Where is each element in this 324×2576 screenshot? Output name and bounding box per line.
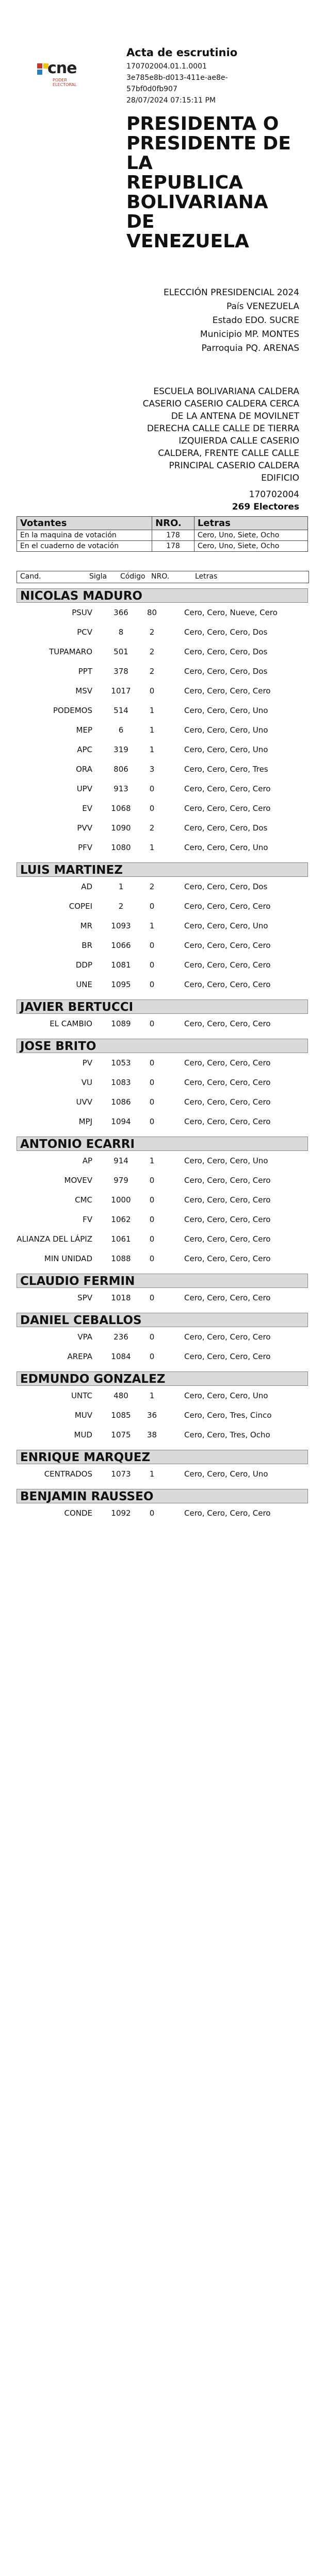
party-row xyxy=(17,1112,308,1131)
party-sigla: MUV xyxy=(74,1411,92,1420)
party-code: 979 xyxy=(114,1176,128,1185)
party-votes-letters: Cero, Cero, Cero, Cero xyxy=(184,1352,271,1361)
party-votes: 0 xyxy=(149,980,155,989)
party-votes-letters: Cero, Cero, Cero, Cero xyxy=(184,1117,271,1126)
party-votes-letters: Cero, Cero, Cero, Cero xyxy=(184,960,271,970)
party-sigla: AP xyxy=(82,1156,92,1165)
party-row xyxy=(17,681,308,701)
party-row xyxy=(17,1425,308,1445)
cne-logo xyxy=(32,59,78,85)
party-row xyxy=(17,1347,308,1366)
party-code: 366 xyxy=(114,608,128,617)
party-row xyxy=(17,701,308,720)
party-votes: 0 xyxy=(149,1234,155,1244)
party-row xyxy=(17,603,308,622)
party-votes-letters: Cero, Cero, Cero, Uno xyxy=(184,725,268,735)
election-municipio: Municipio MP. MONTES xyxy=(200,329,299,340)
party-sigla: APC xyxy=(77,745,92,754)
party-votes: 0 xyxy=(149,960,155,970)
table-row: En la maquina de votación 178 Cero, Uno, Siete, Ocho xyxy=(17,530,308,541)
party-row xyxy=(17,799,308,818)
election-estado: Estado EDO. SUCRE xyxy=(212,315,299,326)
party-sigla: MR xyxy=(80,921,92,930)
party-votes: 1 xyxy=(149,921,155,930)
party-votes: 1 xyxy=(149,1156,155,1165)
cne-logo-text: cne xyxy=(47,59,77,77)
election-name: ELECCIÓN PRESIDENCIAL 2024 xyxy=(163,287,299,298)
party-votes: 2 xyxy=(149,823,155,833)
party-sigla: UNE xyxy=(76,980,92,989)
party-sigla: MOVEV xyxy=(64,1176,92,1185)
party-votes: 1 xyxy=(149,745,155,754)
party-row xyxy=(17,1210,308,1229)
party-code: 806 xyxy=(114,765,128,774)
party-votes: 0 xyxy=(149,1078,155,1087)
party-row xyxy=(17,642,308,662)
party-code: 1080 xyxy=(111,843,131,852)
candidate-block xyxy=(17,862,308,994)
party-votes: 1 xyxy=(149,1469,155,1479)
party-code: 1000 xyxy=(111,1195,131,1205)
party-votes: 80 xyxy=(147,608,157,617)
party-code: 1092 xyxy=(111,1509,131,1518)
electores-count: 269 Electores xyxy=(232,502,299,512)
party-sigla: CENTRADOS xyxy=(44,1469,92,1479)
party-sigla: MPJ xyxy=(78,1117,92,1126)
party-code: 1081 xyxy=(111,960,131,970)
party-votes: 0 xyxy=(149,1058,155,1067)
party-row xyxy=(17,877,308,896)
party-sigla: FV xyxy=(83,1215,92,1224)
party-row xyxy=(17,622,308,642)
election-info xyxy=(31,286,299,355)
party-votes-letters: Cero, Cero, Cero, Uno xyxy=(184,1469,268,1479)
party-row xyxy=(17,1014,308,1033)
party-votes-letters: Cero, Cero, Cero, Cero xyxy=(184,1234,271,1244)
acta-code: 170702004.01.1.0001 xyxy=(126,62,207,71)
party-code: 1062 xyxy=(111,1215,131,1224)
party-code: 1018 xyxy=(111,1293,131,1302)
party-code: 1086 xyxy=(111,1097,131,1107)
party-row xyxy=(17,975,308,994)
party-code: 1089 xyxy=(111,1019,131,1028)
party-code: 501 xyxy=(114,647,128,656)
acta-hash-line-2: 57bf0d0fb907 xyxy=(126,85,177,93)
candidate-block xyxy=(17,1039,308,1131)
party-row xyxy=(17,838,308,857)
party-code: 1053 xyxy=(111,1058,131,1067)
candidate-block xyxy=(17,1489,308,1523)
party-code: 1085 xyxy=(111,1411,131,1420)
party-sigla: ORA xyxy=(76,765,92,774)
party-code: 1066 xyxy=(111,941,131,950)
party-sigla: PODEMOS xyxy=(53,706,92,715)
party-votes: 0 xyxy=(149,784,155,793)
party-code: 2 xyxy=(118,902,124,911)
party-sigla: CMC xyxy=(75,1195,92,1205)
party-votes-letters: Cero, Cero, Nueve, Cero xyxy=(184,608,278,617)
candidate-name: ENRIQUE MARQUEZ xyxy=(17,1450,308,1464)
party-votes: 0 xyxy=(149,1097,155,1107)
election-pais: País VENEZUELA xyxy=(226,301,299,312)
party-sigla: PPT xyxy=(78,667,92,676)
cne-logo-subtitle: PODER ELECTORAL xyxy=(53,78,77,87)
party-row xyxy=(17,1229,308,1249)
party-votes-letters: Cero, Cero, Cero, Cero xyxy=(184,1332,271,1342)
party-code: 1083 xyxy=(111,1078,131,1087)
party-votes-letters: Cero, Cero, Cero, Cero xyxy=(184,1254,271,1263)
party-code: 1 xyxy=(118,882,124,891)
party-votes-letters: Cero, Cero, Cero, Dos xyxy=(184,628,268,637)
party-code: 1093 xyxy=(111,921,131,930)
party-votes: 38 xyxy=(147,1430,157,1439)
candidate-column-headers: Cand. Sigla Código NRO. Letras xyxy=(17,571,309,583)
candidate-name: EDMUNDO GONZALEZ xyxy=(17,1371,308,1386)
party-sigla: MIN UNIDAD xyxy=(44,1254,92,1263)
party-votes-letters: Cero, Cero, Cero, Cero xyxy=(184,1215,271,1224)
party-sigla: SPV xyxy=(77,1293,92,1302)
party-sigla: AD xyxy=(81,882,92,891)
party-code: 1090 xyxy=(111,823,131,833)
office-title: PRESIDENTA O PRESIDENTE DE LA REPUBLICA BOLIVARIANA DE VENEZUELA xyxy=(126,113,291,252)
party-code: 1017 xyxy=(111,686,131,696)
acta-title: Acta de escrutinio xyxy=(126,46,238,59)
party-sigla: PCV xyxy=(77,628,92,637)
party-votes: 0 xyxy=(149,941,155,950)
party-votes-letters: Cero, Cero, Cero, Dos xyxy=(184,667,268,676)
candidate-block xyxy=(17,1313,308,1366)
party-row xyxy=(17,720,308,740)
party-sigla: AREPA xyxy=(67,1352,92,1361)
party-sigla: CONDE xyxy=(64,1509,92,1518)
party-sigla: DDP xyxy=(75,960,92,970)
party-row xyxy=(17,916,308,936)
party-votes: 1 xyxy=(149,725,155,735)
party-sigla: UVV xyxy=(76,1097,92,1107)
party-votes: 0 xyxy=(149,1352,155,1361)
party-votes-letters: Cero, Cero, Cero, Cero xyxy=(184,686,271,696)
party-code: 319 xyxy=(114,745,128,754)
party-row xyxy=(17,1405,308,1425)
candidate-name: CLAUDIO FERMIN xyxy=(17,1274,308,1288)
candidate-name: JAVIER BERTUCCI xyxy=(17,999,308,1014)
party-code: 914 xyxy=(114,1156,128,1165)
party-row xyxy=(17,1288,308,1308)
candidate-block xyxy=(17,999,308,1033)
party-votes-letters: Cero, Cero, Cero, Cero xyxy=(184,1019,271,1028)
party-votes: 1 xyxy=(149,843,155,852)
party-votes-letters: Cero, Cero, Cero, Cero xyxy=(184,1293,271,1302)
party-sigla: EV xyxy=(82,804,92,813)
party-votes-letters: Cero, Cero, Tres, Cinco xyxy=(184,1411,272,1420)
party-row xyxy=(17,955,308,975)
party-code: 8 xyxy=(118,628,124,637)
party-votes: 0 xyxy=(149,1254,155,1263)
party-sigla: UPV xyxy=(76,784,92,793)
party-votes: 0 xyxy=(149,1195,155,1205)
party-votes: 1 xyxy=(149,706,155,715)
party-votes: 3 xyxy=(149,765,155,774)
party-code: 1073 xyxy=(111,1469,131,1479)
party-sigla: PVV xyxy=(77,823,92,833)
acta-datetime: 28/07/2024 07:15:11 PM xyxy=(126,96,216,105)
party-row xyxy=(17,1151,308,1171)
party-row xyxy=(17,896,308,916)
party-row xyxy=(17,818,308,838)
voting-center-info: ESCUELA BOLIVARIANA CALDERA CASERIO CASERIO CALDERA CERCA DE LA ANTENA DE MOVILNET DERECHA CALLE CALLE DE TIERRA IZQUIERDA CALLE CASERIO CALDERA, FRENTE CALLE CALLE PRINCIPAL CASERIO CALDERA EDIFICIO 170702004 269 Electores xyxy=(31,385,299,513)
party-votes: 1 xyxy=(149,1391,155,1400)
party-row xyxy=(17,1171,308,1190)
party-sigla: BR xyxy=(82,941,92,950)
party-code: 1088 xyxy=(111,1254,131,1263)
party-sigla: MUD xyxy=(74,1430,92,1439)
party-votes: 2 xyxy=(149,667,155,676)
party-votes-letters: Cero, Cero, Cero, Cero xyxy=(184,1097,271,1107)
party-sigla: VU xyxy=(81,1078,92,1087)
party-code: 6 xyxy=(118,725,124,735)
party-row xyxy=(17,779,308,799)
party-votes: 0 xyxy=(149,804,155,813)
party-sigla: PSUV xyxy=(72,608,92,617)
party-code: 913 xyxy=(114,784,128,793)
party-votes-letters: Cero, Cero, Cero, Dos xyxy=(184,882,268,891)
candidate-name: ANTONIO ECARRI xyxy=(17,1137,308,1151)
party-code: 1075 xyxy=(111,1430,131,1439)
votantes-table: Votantes NRO. Letras En la maquina de votación 178 Cero, Uno, Siete, Ocho En el cuaderno de votación 178 Cero, Uno, Siete, Ocho xyxy=(17,516,308,552)
party-sigla: EL CAMBIO xyxy=(50,1019,92,1028)
party-votes: 0 xyxy=(149,1019,155,1028)
party-sigla: PFV xyxy=(78,843,92,852)
party-sigla: MSV xyxy=(75,686,92,696)
candidate-name: LUIS MARTINEZ xyxy=(17,862,308,877)
party-votes-letters: Cero, Cero, Cero, Uno xyxy=(184,706,268,715)
party-votes-letters: Cero, Cero, Cero, Uno xyxy=(184,843,268,852)
header-block xyxy=(126,46,297,251)
candidate-block xyxy=(17,1371,308,1445)
party-row xyxy=(17,1073,308,1092)
party-votes: 0 xyxy=(149,686,155,696)
party-sigla: PV xyxy=(82,1058,92,1067)
party-votes-letters: Cero, Cero, Cero, Tres xyxy=(184,765,268,774)
party-votes-letters: Cero, Cero, Cero, Cero xyxy=(184,980,271,989)
party-votes-letters: Cero, Cero, Cero, Cero xyxy=(184,941,271,950)
party-row xyxy=(17,1327,308,1347)
party-votes: 0 xyxy=(149,1293,155,1302)
party-sigla: VPA xyxy=(77,1332,92,1342)
party-votes: 2 xyxy=(149,647,155,656)
party-row xyxy=(17,1092,308,1112)
party-row xyxy=(17,1190,308,1210)
party-code: 1068 xyxy=(111,804,131,813)
party-code: 480 xyxy=(114,1391,128,1400)
election-parroquia: Parroquia PQ. ARENAS xyxy=(201,343,299,353)
party-votes-letters: Cero, Cero, Cero, Uno xyxy=(184,1391,268,1400)
candidate-block xyxy=(17,1274,308,1308)
party-votes-letters: Cero, Cero, Cero, Cero xyxy=(184,902,271,911)
candidate-block xyxy=(17,588,308,857)
party-sigla: COPEI xyxy=(69,902,92,911)
acta-hash-line-1: 3e785e8b-d013-411e-ae8e- xyxy=(126,74,228,82)
table-row: En el cuaderno de votación 178 Cero, Uno, Siete, Ocho xyxy=(17,541,308,552)
party-code: 514 xyxy=(114,706,128,715)
party-votes: 0 xyxy=(149,1509,155,1518)
party-row xyxy=(17,1053,308,1073)
party-row xyxy=(17,1386,308,1405)
party-code: 1061 xyxy=(111,1234,131,1244)
party-votes: 0 xyxy=(149,1176,155,1185)
party-votes-letters: Cero, Cero, Cero, Uno xyxy=(184,1156,268,1165)
candidate-block xyxy=(17,1450,308,1484)
candidate-name: BENJAMIN RAUSSEO xyxy=(17,1489,308,1503)
party-sigla: UNTC xyxy=(71,1391,92,1400)
party-votes: 36 xyxy=(147,1411,157,1420)
party-votes: 0 xyxy=(149,1215,155,1224)
cne-logo-mark-icon xyxy=(37,63,48,75)
party-votes-letters: Cero, Cero, Cero, Cero xyxy=(184,1509,271,1518)
party-votes-letters: Cero, Cero, Tres, Ocho xyxy=(184,1430,270,1439)
party-sigla: MEP xyxy=(76,725,92,735)
party-row xyxy=(17,662,308,681)
party-votes-letters: Cero, Cero, Cero, Dos xyxy=(184,823,268,833)
center-code: 170702004 xyxy=(249,489,299,500)
party-code: 378 xyxy=(114,667,128,676)
party-row xyxy=(17,1503,308,1523)
party-votes: 0 xyxy=(149,1117,155,1126)
party-votes-letters: Cero, Cero, Cero, Dos xyxy=(184,647,268,656)
party-votes-letters: Cero, Cero, Cero, Cero xyxy=(184,804,271,813)
party-sigla: ALIANZA DEL LÁPIZ xyxy=(17,1234,92,1244)
candidate-name: JOSE BRITO xyxy=(17,1039,308,1053)
party-votes: 2 xyxy=(149,628,155,637)
party-code: 1095 xyxy=(111,980,131,989)
party-votes-letters: Cero, Cero, Cero, Cero xyxy=(184,784,271,793)
party-votes: 0 xyxy=(149,902,155,911)
party-votes-letters: Cero, Cero, Cero, Cero xyxy=(184,1078,271,1087)
party-row xyxy=(17,1249,308,1268)
party-votes-letters: Cero, Cero, Cero, Cero xyxy=(184,1195,271,1205)
candidate-name: NICOLAS MADURO xyxy=(17,588,308,603)
party-votes-letters: Cero, Cero, Cero, Uno xyxy=(184,921,268,930)
party-code: 1094 xyxy=(111,1117,131,1126)
party-code: 236 xyxy=(114,1332,128,1342)
party-votes-letters: Cero, Cero, Cero, Cero xyxy=(184,1176,271,1185)
candidate-name: DANIEL CEBALLOS xyxy=(17,1313,308,1327)
party-row xyxy=(17,1464,308,1484)
party-row xyxy=(17,759,308,779)
party-votes-letters: Cero, Cero, Cero, Cero xyxy=(184,1058,271,1067)
party-code: 1084 xyxy=(111,1352,131,1361)
party-sigla: TUPAMARO xyxy=(49,647,92,656)
party-votes-letters: Cero, Cero, Cero, Uno xyxy=(184,745,268,754)
party-row xyxy=(17,740,308,759)
candidate-block xyxy=(17,1137,308,1268)
party-votes: 2 xyxy=(149,882,155,891)
party-row xyxy=(17,936,308,955)
party-votes: 0 xyxy=(149,1332,155,1342)
